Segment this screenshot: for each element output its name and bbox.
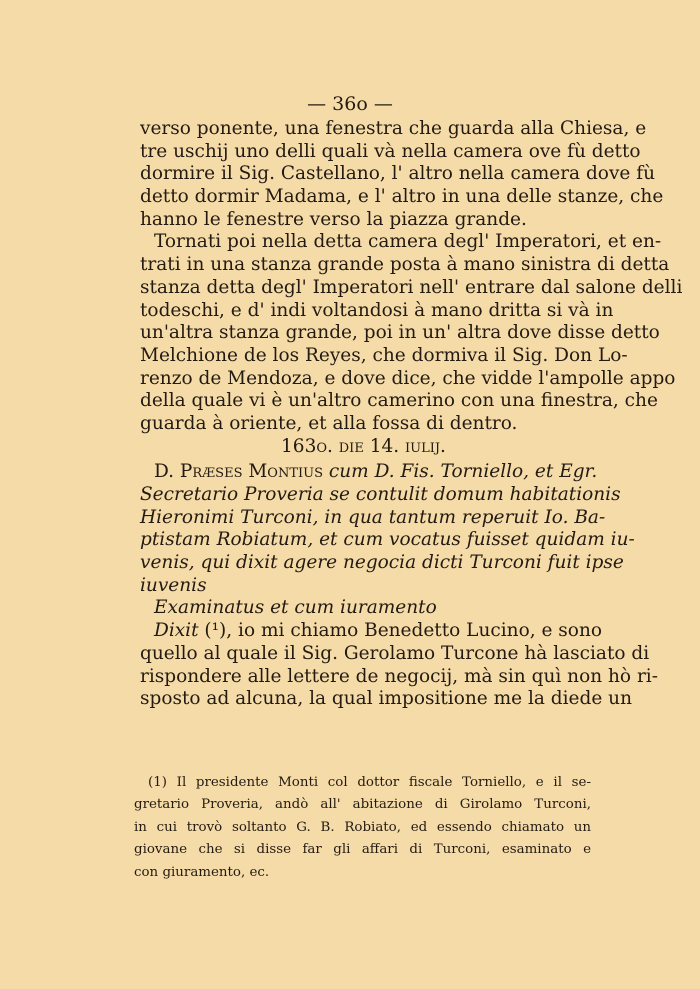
text-line: hanno le fenestre verso la piazza grande. (140, 208, 527, 230)
text-line: sposto ad alcuna, la qual impositione me la diede un (140, 688, 633, 710)
footnote-line: con giuramento, ec. (134, 864, 270, 880)
footnote-line: gretario Proveria, andò all' abitazione di Girolamo Turconi, (134, 797, 591, 813)
text-line: dormire il Sig. Castellano, l' altro nella camera dove fù (140, 163, 655, 185)
latin-line: venis, qui dixit agere negocia dicti Turconi fuit ipse (140, 552, 624, 574)
text-line: verso ponente, una fenestra che guarda alla Chiesa, e (140, 118, 647, 139)
dixit-line (140, 620, 602, 643)
text-line: renzo de Mendoza, e dove dice, che vidde l'ampolle appo (140, 367, 676, 389)
text-line: detto dormir Madama, e l' altro in una delle stanze, che (140, 186, 664, 208)
examinatus-line: Examinatus et cum iuramento (154, 597, 437, 619)
date-heading: 163o. die 14. iulij. (281, 435, 446, 457)
footnote-line: (1) Il presidente Monti col dottor fiscale Torniello, e il se- (148, 775, 591, 790)
footnotes (134, 772, 591, 884)
latin-prefix: D. Præses Montius (154, 461, 324, 483)
text-line: trati in una stanza grande posta à mano sinistra di detta (140, 254, 670, 276)
dixit-rest: , io mi chiamo Benedetto Lucino, e sono (226, 620, 602, 642)
footnote-line: giovane che si disse far gli affari di Turconi, esaminato e (134, 842, 591, 858)
text-line: tre uschij uno delli quali và nella camera ove fù detto (140, 140, 641, 162)
latin-line (140, 461, 598, 484)
latin-line: Secretario Proveria se contulit domum habitationis (140, 484, 621, 505)
dixit-word: Dixit (154, 620, 199, 642)
text-line: Melchione de los Reyes, che dormiva il Sig. Don Lo- (140, 344, 628, 366)
latin-line: ptistam Robiatum, et cum vocatus fuisset quidam iu- (140, 529, 635, 551)
page-number: — 36o — (307, 93, 393, 115)
text-line: todeschi, e d' indi voltandosi à mano dritta si và in (140, 299, 614, 321)
text-line: della quale vi è un'altro camerino con una finestra, che (140, 390, 658, 412)
footnote-reference: (¹) (198, 620, 227, 642)
latin-line: Hieronimi Turconi, in qua tantum reperuit Io. Ba- (140, 506, 606, 528)
text-line: Tornati poi nella detta camera degl' Imperatori, et en- (154, 231, 662, 253)
text-line: rispondere alle lettere de negocij, mà sin quì non hò ri- (140, 665, 658, 687)
text-line: guarda à oriente, et alla fossa di dentro. (140, 412, 518, 434)
latin-rest: cum D. Fis. Torniello, et Egr. (323, 461, 598, 483)
text-line: stanza detta degl' Imperatori nell' entrare dal salone delli (140, 276, 683, 298)
text-line: un'altra stanza grande, poi in un' altra dove disse detto (140, 322, 660, 344)
latin-line: iuvenis (140, 574, 207, 596)
main-text (140, 118, 683, 711)
text-line: quello al quale il Sig. Gerolamo Turcone hà lasciato di (140, 642, 650, 664)
footnote-line: in cui trovò soltanto G. B. Robiato, ed essendo chiamato un (134, 819, 591, 835)
